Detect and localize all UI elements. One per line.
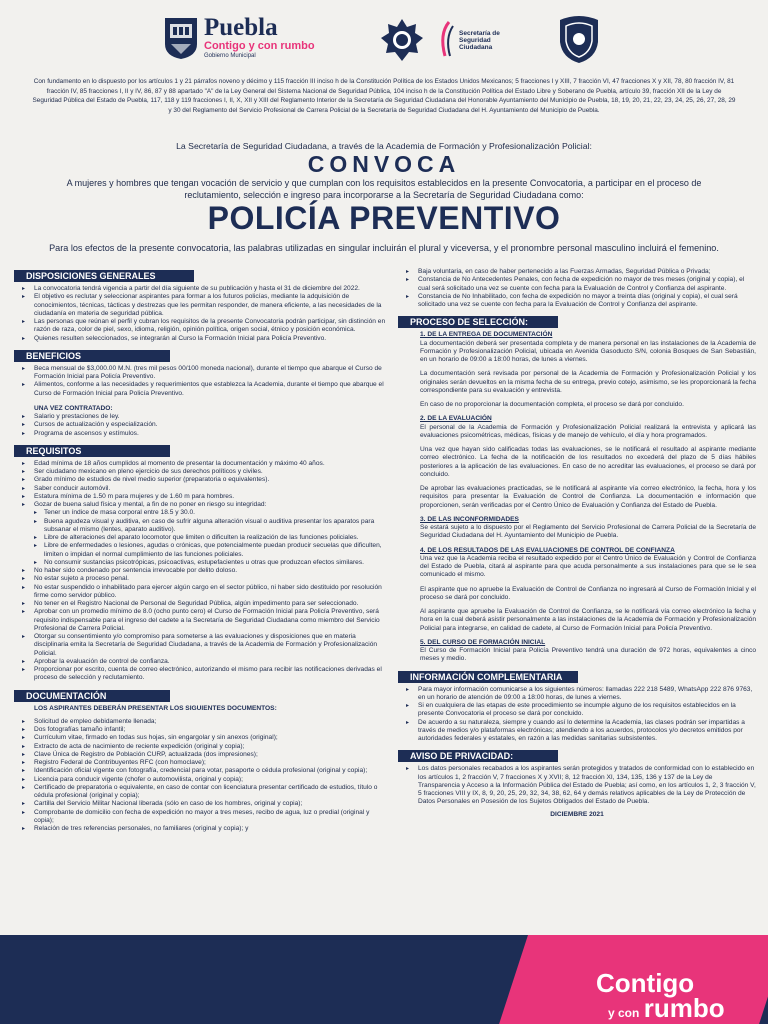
requisitos-list-b — [14, 567, 386, 683]
footer-slogan-line3: rumbo — [643, 993, 725, 1023]
list-item: ▸ No consumir sustancias psicotrópicas, psicoactivas, estupefacientes u otras que produzcan efectos similares. — [14, 559, 386, 567]
puebla-shield-icon — [163, 16, 199, 60]
legal-basis: Con fundamento en lo dispuesto por los artículos 1 y 21 párrafos noveno y décimo y 115 fracción III inciso h de la Constitución Política de los Estados Unidos Mexicanos; 5 fracciones I y XIII, 7 fracción VI, 47 fracciones X y XII, 78, 80 fracción IV, 81 fracción IV, 85 fracciones I, II y IV, 86, 87 y 88 apartado "A" de la Ley General del Sistema Nacional de Seguridad Pública, 104 inciso h de la Constitución Política del Estado Libre y Soberano de Puebla, artículo 39, fracción XII de la Ley de Seguridad Pública del Estado de Puebla, 117, 118 y 119 fracciones I, II, X, XII y XIII del Reglamento Interior de la Secretaría de Seguridad Ciudadana del Honorable Ayuntamiento del Municipio de Puebla, 18, 19, 20, 21, 22, 23, 24, 25, 26, 27, 28, 29 y 30 del Reglamento del Servicio Profesional de Carrera Policial de la Secretaría de Seguridad Ciudadana del H. Ayuntamiento del Municipio de Puebla. — [32, 78, 736, 114]
list-item: ▸ Comprobante de domicilio con fecha de expedición no mayor a tres meses, recibo de agua, luz o predial (original y copia); — [14, 809, 386, 826]
list-item: ▸ No estar suspendido o inhabilitado para ejercer algún cargo en el sector público, ni haber sido destituido por resolución firme como servidor público. — [14, 584, 386, 601]
list-item: ▸ Si en cualquiera de las etapas de este procedimiento se incumple alguno de los requisitos establecidos en la presente Convocatoria el proceso se dará por concluido. — [398, 702, 756, 719]
step-3-title: 3. DE LAS INCONFORMIDADES — [420, 515, 519, 523]
list-item: ▸ Grado mínimo de estudios de nivel medio superior (preparatoria o equivalentes). — [14, 476, 386, 484]
step-2-text: De aprobar las evaluaciones practicadas, se le notificará al aspirante vía correo electrónico, la fecha, hora y los requisitos para presentar la Evaluación de Control de Confianza. La documentación e información que proporcionen, serán verificadas por el Centro Único de Evaluación y Confianza del Estado de Puebla. — [420, 485, 756, 509]
list-item: ▸ Registro Federal de Contribuyentes RFC (con homoclave); — [14, 759, 386, 767]
list-item: ▸ Aprobar la evaluación de control de confianza. — [14, 658, 386, 666]
section-heading-informacion: INFORMACIÓN COMPLEMENTARIA — [398, 671, 578, 683]
convoca-heading: CONVOCA — [307, 151, 461, 177]
list-item: ▸ Constancia de No Inhabilitado, con fecha de expedición no mayor a treinta días (original y copia), el cual será solicitado una vez se cuente con fecha para la Evaluación de Control y Confianza del aspirante. — [398, 293, 756, 310]
publication-date: DICIEMBRE 2021 — [550, 810, 604, 818]
footer-slogan-line2: y con — [608, 1006, 640, 1020]
step-2-title: 2. DE LA EVALUACIÓN — [420, 415, 492, 423]
list-item: ▸ Gozar de buena salud física y mental, a fin de no poner en riesgo su integridad: — [14, 501, 386, 509]
list-item: ▸ Certificado de preparatoria o equivalente, en caso de contar con licenciatura presentar certificado de estudios, título o cédula profesional (original y copia); — [14, 784, 386, 801]
step-5-title: 5. DEL CURSO DE FORMACIÓN INICIAL — [420, 638, 546, 646]
section-heading-documentacion: DOCUMENTACIÓN — [14, 690, 170, 702]
ssc-logo — [437, 20, 512, 62]
ssc-line2: Seguridad — [459, 37, 491, 44]
list-item: ▸ Aprobar con un promedio mínimo de 8.0 (ocho punto cero) el Curso de Formación Inicial para Policía Preventivo, será requisito indispensable para el ingreso del cadete a la Secretaría de Seguridad Ciudadana como miembro del Servicio Profesional de Carrera Policial. — [14, 608, 386, 633]
documentacion-list — [14, 718, 386, 834]
list-item: ▸ Licencia para conducir vigente (chofer o automovilista, original y copia); — [14, 776, 386, 784]
list-item: ▸ Cursos de actualización y especialización. — [14, 421, 386, 429]
puebla-logo-title: Puebla — [204, 14, 278, 41]
right-column — [398, 268, 756, 819]
police-badge-icon — [556, 14, 602, 64]
list-item: ▸ Ser ciudadano mexicano en pleno ejercicio de sus derechos políticos y civiles. — [14, 468, 386, 476]
section-heading-privacidad: AVISO DE PRIVACIDAD: — [398, 750, 558, 762]
ssc-line1: Secretaría de — [459, 30, 500, 37]
list-item: ▸ Proporcionar por escrito, cuenta de correo electrónico, autorizando el mismo para recibir las notificaciones derivadas el proceso de selección y reclutamiento. — [14, 666, 386, 683]
puebla-logo — [204, 16, 324, 66]
documentacion-list-cont — [398, 268, 756, 309]
list-item: ▸ Identificación oficial vigente con fotografía, credencial para votar, pasaporte o cédula profesional (original y copia); — [14, 767, 386, 775]
list-item: ▸ No tener en el Registro Nacional de Personal de Seguridad Pública, algún impedimento para ser seleccionado. — [14, 600, 386, 608]
list-item: ▸ Extracto de acta de nacimiento de reciente expedición (original y copia); — [14, 743, 386, 751]
list-item: ▸ Dos fotografías tamaño infantil; — [14, 726, 386, 734]
list-item: ▸ Edad mínima de 18 años cumplidos al momento de presentar la documentación y máximo 40 años. — [14, 460, 386, 468]
list-item: ▸ Constancia de No Antecedentes Penales, con fecha de expedición no mayor de tres meses (original y copia), el cual será solicitado una vez se cuente con fecha para la Evaluación de Control y Confianza del aspirante. — [398, 276, 756, 293]
ssc-line3: Ciudadana — [459, 44, 493, 51]
police-star-icon — [380, 18, 424, 62]
list-item: ▸ Salario y prestaciones de ley. — [14, 413, 386, 421]
page-title: POLICÍA PREVENTIVO — [207, 200, 561, 236]
list-item: ▸ Saber conducir automóvil. — [14, 485, 386, 493]
list-item: ▸ Solicitud de empleo debidamente llenada; — [14, 718, 386, 726]
list-item: ▸ Libre de enfermedades o lesiones, agudas o crónicas, que potencialmente puedan producir secuelas que dificulten, limiten o impidan el normal cumplimiento de las funciones policiales. — [14, 542, 386, 559]
step-5-text: El Curso de Formación Inicial para Policía Preventivo tendrá una duración de 972 horas, equivalentes a cinco meses y medio. — [420, 647, 756, 663]
informacion-list — [398, 686, 756, 744]
gender-note: Para los efectos de la presente convocatoria, las palabras utilizadas en singular incluirán el plural y viceversa, y el pronombre personal masculino incluirá el femenino. — [49, 243, 719, 253]
step-2-text: Una vez que hayan sido calificadas todas las evaluaciones, se le notificará el resultado al aspirante mediante correo electrónico. La fecha de la notificación de los resultados no excederá del plazo de 5 días hábiles posteriores a la aplicación de las evaluaciones. En caso de no acreditar las evaluaciones, el proceso se dará por concluido. — [420, 446, 756, 478]
list-item: ▸ Otorgar su consentimiento y/o compromiso para someterse a las evaluaciones y disposiciones que en materia disciplinaria emita la Secretaría de Seguridad Ciudadana, a través de la Academia de Formación y Profesionalización Policial. — [14, 633, 386, 658]
beneficios-list — [14, 365, 386, 398]
contratado-heading: UNA VEZ CONTRATADO: — [34, 404, 113, 412]
list-item: ▸ La convocatoria tendrá vigencia a partir del día siguiente de su publicación y hasta el 31 de diciembre del 2022. — [14, 285, 386, 293]
list-item: ▸ Cartilla del Servicio Militar Nacional liberada (sólo en caso de los hombres, original y copia); — [14, 800, 386, 808]
privacidad-list — [398, 765, 756, 806]
step-4-text: Una vez que la Academia reciba el resultado expedido por el Centro Único de Evaluación y Control de Confianza del Estado de Puebla, citará al aspirante para que acuda personalmente a sus instalaciones para que se le sea comunicado el mismo. — [420, 554, 756, 579]
list-item: ▸ Relación de tres referencias personales, no familiares (original y copia); y — [14, 825, 386, 833]
contratado-list — [14, 413, 386, 438]
step-1-text: La documentación será revisada por personal de la Academia de Formación y Profesionalización Policial y los originales serán devueltos en la misma fecha de su entrega, previo cotejo, asimismo, se les proporcionará la fecha correspondiente para su evaluación y entrevista. — [420, 370, 756, 394]
list-item: ▸ No haber sido condenado por sentencia irrevocable por delito doloso. — [14, 567, 386, 575]
list-item: ▸ Beca mensual de $3,000.00 M.N. (tres mil pesos 00/100 moneda nacional), durante el tiempo que abarque el Curso de Formación Inicial para Policía Preventivo. — [14, 365, 386, 382]
list-item: ▸ Alimentos, conforme a las necesidades y requerimientos que establezca la Academia, durante el tiempo que abarque el Curso de Formación Inicial para Policía Preventivo. — [14, 381, 386, 398]
list-item: ▸ De acuerdo a su naturaleza, siempre y cuando así lo determine la Academia, las clases podrán ser impartidas a través de medios y/o plataformas electrónicas; atendiendo a los acuerdos, protocolos y/o decretos emitidos por autoridades federales y estatales, en razón a las medidas sanitarias subsistentes. — [398, 719, 756, 744]
health-sublist — [14, 509, 386, 567]
documentacion-subheading: LOS ASPIRANTES DEBERÁN PRESENTAR LOS SIGUIENTES DOCUMENTOS: — [34, 704, 277, 712]
list-item: ▸ Clave Única de Registro de Población CURP, actualizada (dos impresiones); — [14, 751, 386, 759]
step-4-text: Al aspirante que apruebe la Evaluación de Control de Confianza, se le notificará vía correo electrónico la fecha y hora en la cual deberá asistir personalmente a las instalaciones de la Academia de Formación y Profesionalización Policial para integrarse, en calidad de cadete, al Curso de Formación Inicial para Policía Preventivo. — [420, 608, 756, 632]
list-item: ▸ El objetivo es reclutar y seleccionar aspirantes para formar a los futuros policías, mediante la adquisición de conocimientos, técnicas, tácticas y destrezas que les permitan responder, de manera eficiente, a las necesidades de la ciudadanía en materia de seguridad pública. — [14, 293, 386, 318]
list-item: ▸ Quienes resulten seleccionados, se integrarán al Curso la Formación Inicial para Policía Preventivo. — [14, 335, 386, 343]
step-1-text: En caso de no proporcionar la documentación completa, el proceso se dará por concluido. — [420, 401, 684, 408]
puebla-logo-sub: Gobierno Municipal — [204, 53, 256, 59]
list-item: ▸ Buena agudeza visual y auditiva, en caso de sufrir alguna alteración visual o auditiva presentar los aparatos para subsanar el mismo (lentes, aparato auditivo). — [14, 518, 386, 535]
issuer-statement: La Secretaría de Seguridad Ciudadana, a través de la Academia de Formación y Profesionalización Policial: — [176, 141, 592, 151]
step-2-text: El personal de la Academia de Formación y Profesionalización Policial realizará la entrevista y aplicará las evaluaciones psicométricas, médicas, físicas y de manejo de vehículo, el día y hora programados. — [420, 423, 756, 439]
section-heading-requisitos: REQUISITOS — [14, 445, 170, 457]
header — [0, 8, 768, 68]
list-item: ▸ Los datos personales recabados a los aspirantes serán protegidos y tratados de conformidad con lo establecido en los artículos 1, 2 fracción V, 7 fracciones X y XVII; 8, 12 fracción XI, 134, 135, 136 y 137 de la Ley de Transparencia y Acceso a la Información Pública del Estado de Puebla; así como, en los artículos 1, 2, 3 fracción V, 5 fracciones VIII y IX, 8, 9, 20, 25, 29, 32, 34, 38, 62, 64 y demás relativos aplicables de la Ley de Protección de Datos Personales en Posesión de los Sujetos Obligados del Estado de Puebla. — [398, 765, 756, 806]
invitation-text: A mujeres y hombres que tengan vocación de servicio y que cumplan con los requisitos establecidos en la presente Convocatoria, a participar en el proceso de reclutamiento, selección e ingreso para incorporarse a la Secretaría de Seguridad Ciudadana como: — [66, 178, 702, 200]
list-item: ▸ Estatura mínima de 1.50 m para mujeres y de 1.60 m para hombres. — [14, 493, 386, 501]
list-item: ▸ Libre de alteraciones del aparato locomotor que limiten o dificulten la realización de las funciones policiales. — [14, 534, 386, 542]
step-4-title: 4. DE LOS RESULTADOS DE LAS EVALUACIONES DE CONTROL DE CONFIANZA — [420, 546, 675, 554]
list-item: ▸ Para mayor información comunicarse a los siguientes números: llamadas 222 218 5489, WhatsApp 222 876 9763, en un horario de atención de 09:00 a 18:00 horas, de lunes a viernes. — [398, 686, 756, 703]
list-item: ▸ Baja voluntaria, en caso de haber pertenecido a las Fuerzas Armadas, Seguridad Pública o Privada; — [398, 268, 756, 276]
left-column — [14, 269, 386, 833]
footer-slogan — [596, 970, 756, 1022]
ssc-swoosh-icon — [437, 20, 457, 60]
footer-slogan-line1: Contigo — [596, 968, 695, 998]
step-1-text: La documentación deberá ser presentada completa y de manera personal en las instalaciones de la Academia de Formación y Profesionalización Policial, ubicada en Avenida Gasoducto S/N, colonia Bosques de San Sebastián, en un horario de 09:00 a 18:00 horas, de lunes a viernes. — [420, 339, 756, 363]
disposiciones-list — [14, 285, 386, 343]
list-item: ▸ Currículum vitae, firmado en todas sus hojas, sin engargolar y sin anexos (original); — [14, 734, 386, 742]
list-item: ▸ Programa de ascensos y estímulos. — [14, 430, 386, 438]
list-item: ▸ Tener un índice de masa corporal entre 18.5 y 30.0. — [14, 509, 386, 517]
requisitos-list — [14, 460, 386, 510]
list-item: ▸ Las personas que reúnan el perfil y cubran los requisitos de la presente Convocatoria podrán participar, sin distinción en razón de raza, color de piel, sexo, idioma, religión, opinión política, origen social, étnico y posición económica. — [14, 318, 386, 335]
section-heading-beneficios: BENEFICIOS — [14, 350, 170, 362]
section-heading-proceso: PROCESO DE SELECCIÓN: — [398, 316, 558, 328]
step-3-text: Se estará sujeto a lo dispuesto por el Reglamento del Servicio Profesional de Carrera Policial de la Secretaría de Seguridad Ciudadana del H. Ayuntamiento del Municipio de Puebla. — [420, 524, 756, 540]
list-item: ▸ No estar sujeto a proceso penal. — [14, 575, 386, 583]
step-1-title: 1. DE LA ENTREGA DE DOCUMENTACIÓN — [420, 331, 553, 339]
step-4-text: El aspirante que no apruebe la Evaluación de Control de Confianza no ingresará al Curso de Formación Inicial y el proceso se dará por concluido. — [420, 585, 756, 601]
puebla-logo-tagline: Contigo y con rumbo — [204, 40, 315, 52]
section-heading-disposiciones: DISPOSICIONES GENERALES — [14, 270, 194, 282]
